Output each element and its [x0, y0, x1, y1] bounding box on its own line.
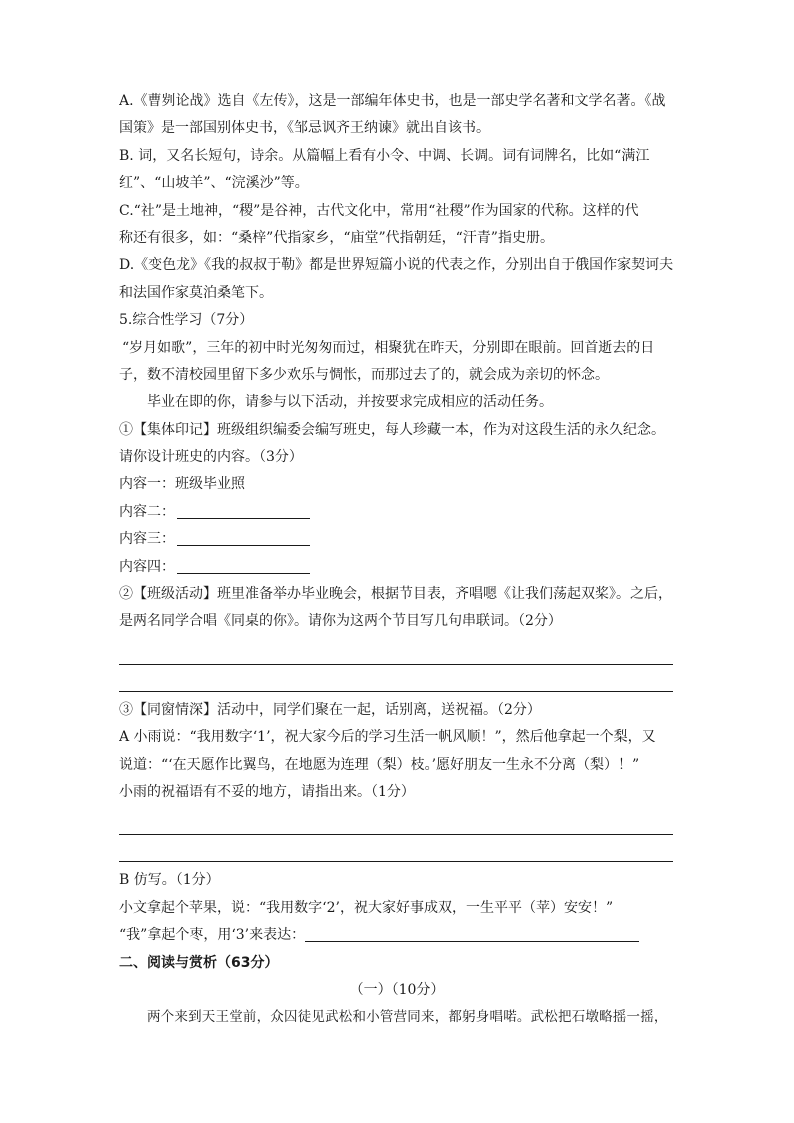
content-two-blank[interactable] — [177, 504, 310, 519]
intro-para-line-2: 子，数不清校园里留下多少欢乐与惆怅，而那过去了的，就会成为亲切的怀念。 — [119, 366, 609, 383]
task-3b-example: 小文拿起个苹果，说：“我用数字‘2’，祝大家好事成双，一生平平（苹）安安！” — [119, 899, 614, 916]
intro-para-line-1: “岁月如歌”，三年的初中时光匆匆而过，相聚犹在昨天，分别即在眼前。回首逝去的日 — [122, 339, 655, 356]
task-3a-line-3: 小雨的祝福语有不妥的地方，请指出来。（1分） — [119, 783, 415, 800]
document-page — [119, 88, 675, 1032]
task-2-line-1: ②【班级活动】班里准备举办毕业晚会，根据节目表，齐唱嗯《让我们荡起双桨》。之后， — [119, 586, 672, 603]
subsection-1-heading: （一）（10分） — [349, 981, 445, 998]
task-3b-heading: B 仿写。（1分） — [119, 872, 220, 889]
task-3b-prompt-row — [119, 922, 675, 949]
task-3b-prompt: “我”拿起个枣，用‘3’来表达： — [119, 927, 306, 944]
content-four-label: 内容四： — [119, 558, 175, 575]
question-5-heading: 5.综合性学习（7分） — [119, 312, 254, 329]
section-2-heading: 二、阅读与赏析（63分） — [119, 954, 279, 971]
content-two-label: 内容二： — [119, 503, 175, 520]
option-c-line-1: C.“社”是土地神，“稷”是谷神，古代文化中，常用“社稷”作为国家的代称。这样的代 — [119, 202, 639, 219]
option-a-line-1: A.《曹刿论战》选自《左传》，这是一部编年体史书，也是一部史学名著和文学名著。《战 — [119, 93, 666, 109]
content-three-label: 内容三： — [119, 531, 175, 548]
option-d-line-1: D.《变色龙》《我的叔叔于勒》都是世界短篇小说的代表之作，分别出自于俄国作家契诃夫 — [119, 257, 674, 274]
task-3b-answer-blank[interactable] — [305, 927, 639, 942]
content-four-blank[interactable] — [177, 559, 310, 574]
task-2-line-2: 是两名同学合唱《同桌的你》。请你为这两个节目写几句串联词。（2分） — [119, 613, 562, 630]
intro-para-line-3: 毕业在即的你，请参与以下活动，并按要求完成相应的活动任务。 — [147, 394, 553, 411]
content-four-row — [119, 554, 675, 581]
content-three-row — [119, 526, 675, 553]
option-b-line-2: 红”、“山坡羊”、“浣溪沙”等。 — [119, 175, 309, 192]
task-1-line-1: ①【集体印记】班级组织编委会编写班史，每人珍藏一本，作为对这段生活的永久纪念。 — [119, 421, 665, 438]
task-3a-line-2: 说道：“‘在天愿作比翼鸟，在地愿为连理（梨）枝。’愿好朋友一生永不分离（梨）！” — [119, 756, 640, 773]
content-one: 内容一：班级毕业照 — [119, 476, 245, 493]
option-b-line-1: B. 词，又名长短句，诗余。从篇幅上看有小令、中调、长调。词有词牌名，比如“满江 — [119, 147, 650, 164]
option-d-line-2: 和法国作家莫泊桑笔下。 — [119, 284, 273, 301]
task-1-line-2: 请你设计班史的内容。（3分） — [119, 449, 303, 466]
content-three-blank[interactable] — [177, 531, 310, 546]
content-two-row — [119, 499, 675, 526]
task-3a-line-1: A 小雨说：“我用数字‘1’，祝大家今后的学习生活一帆风顺！”，然后他拿起一个梨，又 — [119, 729, 656, 746]
option-c-line-2: 称还有很多，如：“桑梓”代指家乡，“庙堂”代指朝廷，“汗青”指史册。 — [119, 229, 554, 246]
story-text-line-1: 两个来到天王堂前，众囚徒见武松和小管营同来，都躬身唱喏。武松把石墩略摇一摇， — [147, 1009, 668, 1026]
task-3-heading: ③【同窗情深】活动中，同学们聚在一起，话别离，送祝福。（2分） — [119, 701, 541, 718]
option-a-line-2: 国策》是一部国别体史书，《邹忌讽齐王纳谏》就出自该书。 — [119, 120, 490, 137]
